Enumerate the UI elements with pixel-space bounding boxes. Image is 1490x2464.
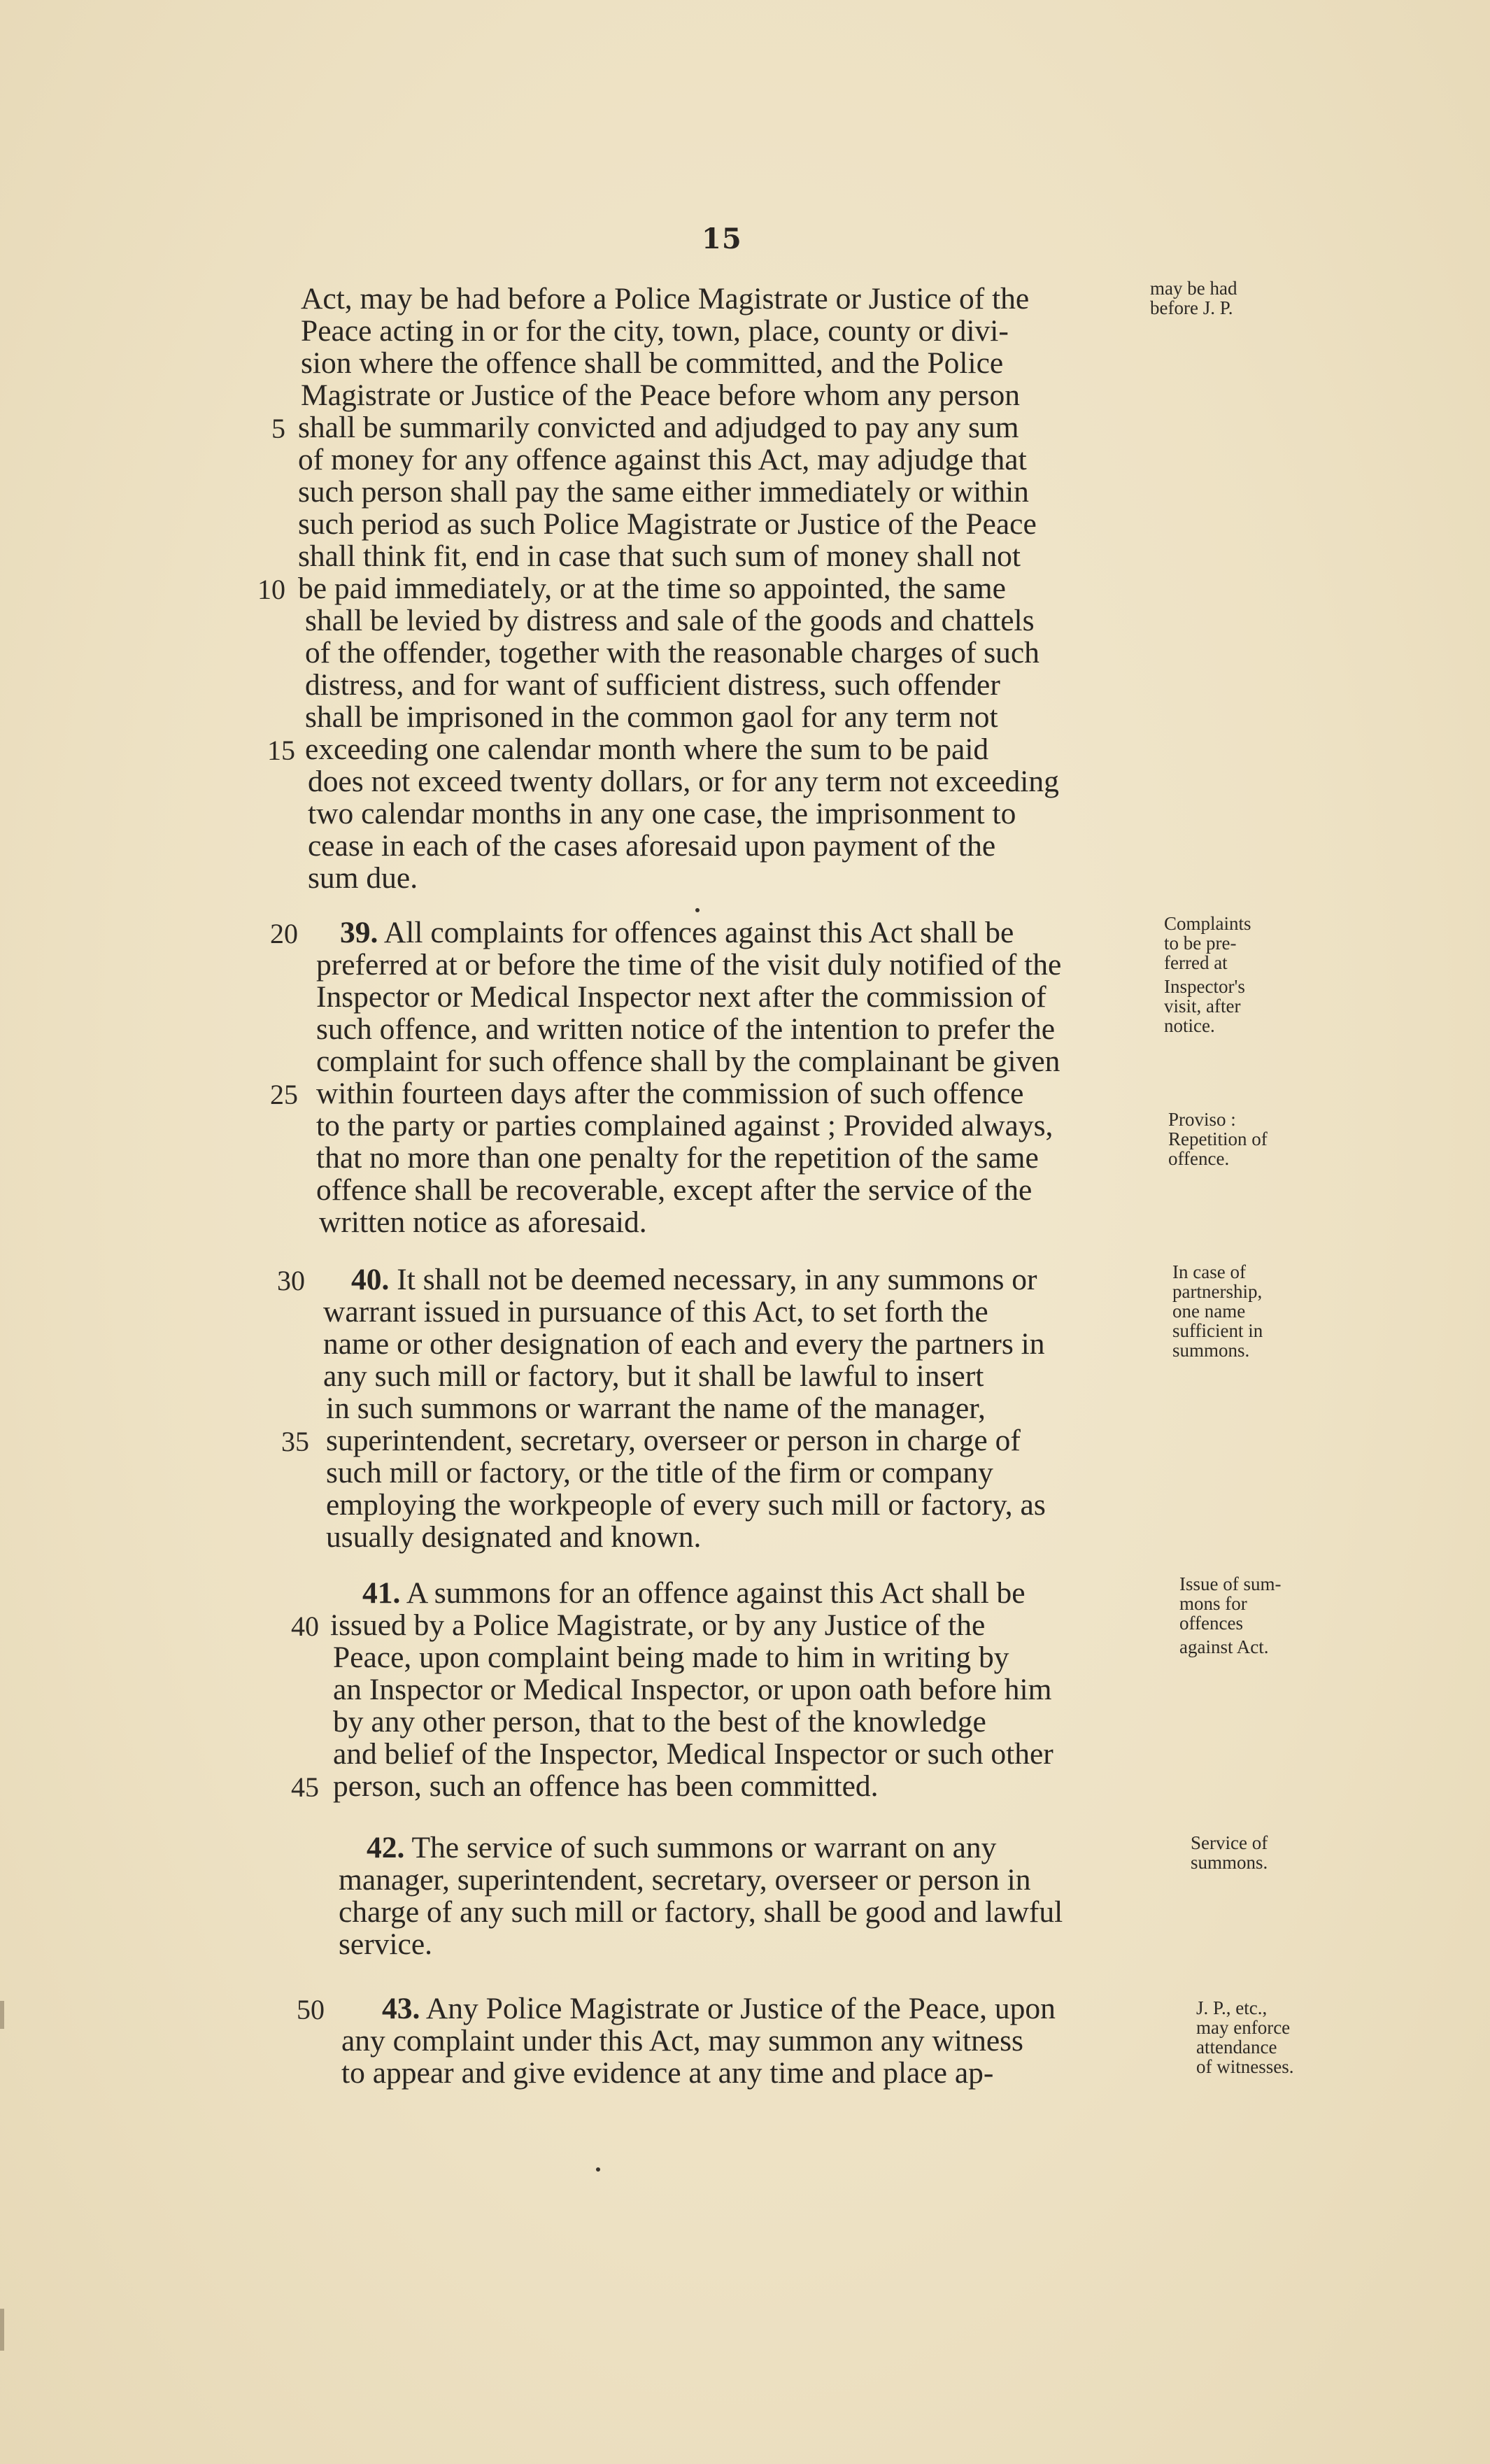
page-edge-mark <box>0 2309 4 2351</box>
text-line: be paid immediately, or at the time so appointed, the same <box>298 572 1006 605</box>
page-number: 15 <box>702 222 742 255</box>
text-line: preferred at or before the time of the visit duly notified of the <box>316 948 1062 982</box>
text-line: complaint for such offence shall by the complainant be given <box>316 1045 1060 1078</box>
marginal-note: may enforce <box>1196 2017 1291 2038</box>
text-line: any such mill or factory, but it shall be lawful to insert <box>323 1359 984 1393</box>
line-number: 35 <box>281 1426 309 1457</box>
text-line: issued by a Police Magistrate, or by any Justice of the <box>330 1608 986 1642</box>
text-line: shall be levied by distress and sale of the goods and chattels <box>305 604 1035 637</box>
text-line: in such summons or warrant the name of the manager, <box>326 1392 986 1425</box>
text-line: to appear and give evidence at any time and place ap- <box>341 2056 994 2090</box>
text-line: 42. The service of such summons or warrant on any <box>367 1831 997 1864</box>
text-line: Act, may be had before a Police Magistrate or Justice of the <box>301 282 1030 316</box>
marginal-note: summons. <box>1191 1852 1268 1873</box>
marginal-note: summons. <box>1172 1340 1250 1361</box>
text-line: of money for any offence against this Act, may adjudge that <box>298 443 1027 476</box>
text-line: such mill or factory, or the title of the firm or company <box>326 1456 993 1489</box>
line-number: 40 <box>291 1610 319 1642</box>
text-line: such period as such Police Magistrate or Justice of the Peace <box>298 507 1037 541</box>
text-line: Peace acting in or for the city, town, place, county or divi- <box>301 314 1009 348</box>
text-line: distress, and for want of sufficient distress, such offender <box>305 668 1000 702</box>
line-number: 20 <box>270 918 298 949</box>
page-edge-mark <box>0 2001 4 2029</box>
marginal-note: Proviso : <box>1168 1109 1236 1130</box>
marginal-note: notice. <box>1164 1015 1215 1036</box>
text-line: an Inspector or Medical Inspector, or upon oath before him <box>333 1673 1052 1706</box>
marginal-note: against Act. <box>1179 1636 1269 1657</box>
text-line: by any other person, that to the best of the knowledge <box>333 1705 986 1739</box>
marginal-note: offences <box>1179 1613 1243 1634</box>
text-line: name or other designation of each and every the partners in <box>323 1327 1045 1361</box>
text-line: Magistrate or Justice of the Peace before whom any person <box>301 378 1020 412</box>
text-line: does not exceed twenty dollars, or for any term not exceeding <box>308 765 1059 798</box>
marginal-note: sufficient in <box>1172 1320 1263 1341</box>
marginal-note: J. P., etc., <box>1196 1997 1268 2018</box>
line-number: 10 <box>257 574 285 605</box>
marginal-note: to be pre- <box>1164 933 1237 954</box>
section-number: 40. <box>351 1263 390 1296</box>
text-line: 43. Any Police Magistrate or Justice of the Peace, upon <box>382 1992 1056 2025</box>
text-line: shall be imprisoned in the common gaol for any term not <box>305 700 998 734</box>
marginal-note: Service of <box>1191 1832 1268 1853</box>
marginal-note: may be had <box>1150 278 1237 299</box>
line-number: 5 <box>271 413 285 444</box>
text-line: cease in each of the cases aforesaid upon payment of the <box>308 829 996 863</box>
text-line: shall be summarily convicted and adjudged to pay any sum <box>298 411 1019 444</box>
marginal-note: Repetition of <box>1168 1128 1268 1149</box>
marginal-note: Complaints <box>1164 913 1251 934</box>
text-line: warrant issued in pursuance of this Act, to set forth the <box>323 1295 988 1329</box>
text-line: two calendar months in any one case, the imprisonment to <box>308 797 1016 830</box>
line-number: 50 <box>297 1994 325 2025</box>
text-line: 39. All complaints for offences against this Act shall be <box>340 916 1014 949</box>
line-number: 30 <box>277 1265 305 1296</box>
marginal-note: before J. P. <box>1150 297 1233 318</box>
marginal-note: attendance <box>1196 2037 1277 2058</box>
text-line: of the offender, together with the reasonable charges of such <box>305 636 1040 670</box>
text-line: charge of any such mill or factory, shall be good and lawful <box>339 1895 1063 1929</box>
text-line: shall think fit, end in case that such sum of money shall not <box>298 539 1021 573</box>
text-line: sion where the offence shall be committed, and the Police <box>301 346 1004 380</box>
text-line: Peace, upon complaint being made to him in writing by <box>333 1641 1009 1674</box>
marginal-note: visit, after <box>1164 996 1241 1017</box>
text-line: that no more than one penalty for the repetition of the same <box>316 1141 1039 1175</box>
text-line: person, such an offence has been committed. <box>333 1769 879 1803</box>
line-number: 15 <box>267 735 295 766</box>
text-line: 41. A summons for an offence against this Act shall be <box>362 1576 1026 1610</box>
text-line: Inspector or Medical Inspector next after the commission of <box>316 980 1046 1014</box>
text-line: service. <box>339 1927 433 1961</box>
marginal-note: Inspector's <box>1164 976 1245 997</box>
marginal-note: offence. <box>1168 1148 1230 1169</box>
line-number: 45 <box>291 1771 319 1803</box>
section-number: 42. <box>367 1831 405 1864</box>
ink-speck <box>596 2167 600 2172</box>
line-number: 25 <box>270 1079 298 1110</box>
ink-speck <box>695 908 700 912</box>
text-line: exceeding one calendar month where the sum to be paid <box>305 732 989 766</box>
text-line: superintendent, secretary, overseer or person in charge of <box>326 1424 1021 1457</box>
text-line: written notice as aforesaid. <box>319 1205 647 1239</box>
text-line: such offence, and written notice of the intention to prefer the <box>316 1012 1056 1046</box>
text-line: to the party or parties complained against ; Provided always, <box>316 1109 1053 1142</box>
marginal-note: ferred at <box>1164 952 1228 973</box>
marginal-note: In case of <box>1172 1261 1246 1282</box>
marginal-note: mons for <box>1179 1593 1247 1614</box>
text-line: manager, superintendent, secretary, overseer or person in <box>339 1863 1031 1897</box>
section-number: 39. <box>340 916 378 949</box>
text-line: sum due. <box>308 861 418 895</box>
text-line: any complaint under this Act, may summon any witness <box>341 2024 1023 2058</box>
text-line: offence shall be recoverable, except after the service of the <box>316 1173 1033 1207</box>
section-number: 41. <box>362 1576 401 1610</box>
marginal-note: one name <box>1172 1301 1246 1322</box>
text-line: within fourteen days after the commission of such offence <box>316 1077 1024 1110</box>
marginal-note: of witnesses. <box>1196 2056 1294 2077</box>
marginal-note: partnership, <box>1172 1281 1263 1302</box>
text-line: employing the workpeople of every such mill or factory, as <box>326 1488 1046 1522</box>
text-line: 40. It shall not be deemed necessary, in any summons or <box>351 1263 1037 1296</box>
text-line: such person shall pay the same either immediately or within <box>298 475 1029 509</box>
text-line: and belief of the Inspector, Medical Inspector or such other <box>333 1737 1053 1771</box>
section-number: 43. <box>382 1992 420 2025</box>
text-line: usually designated and known. <box>326 1520 702 1554</box>
marginal-note: Issue of sum- <box>1179 1573 1282 1594</box>
